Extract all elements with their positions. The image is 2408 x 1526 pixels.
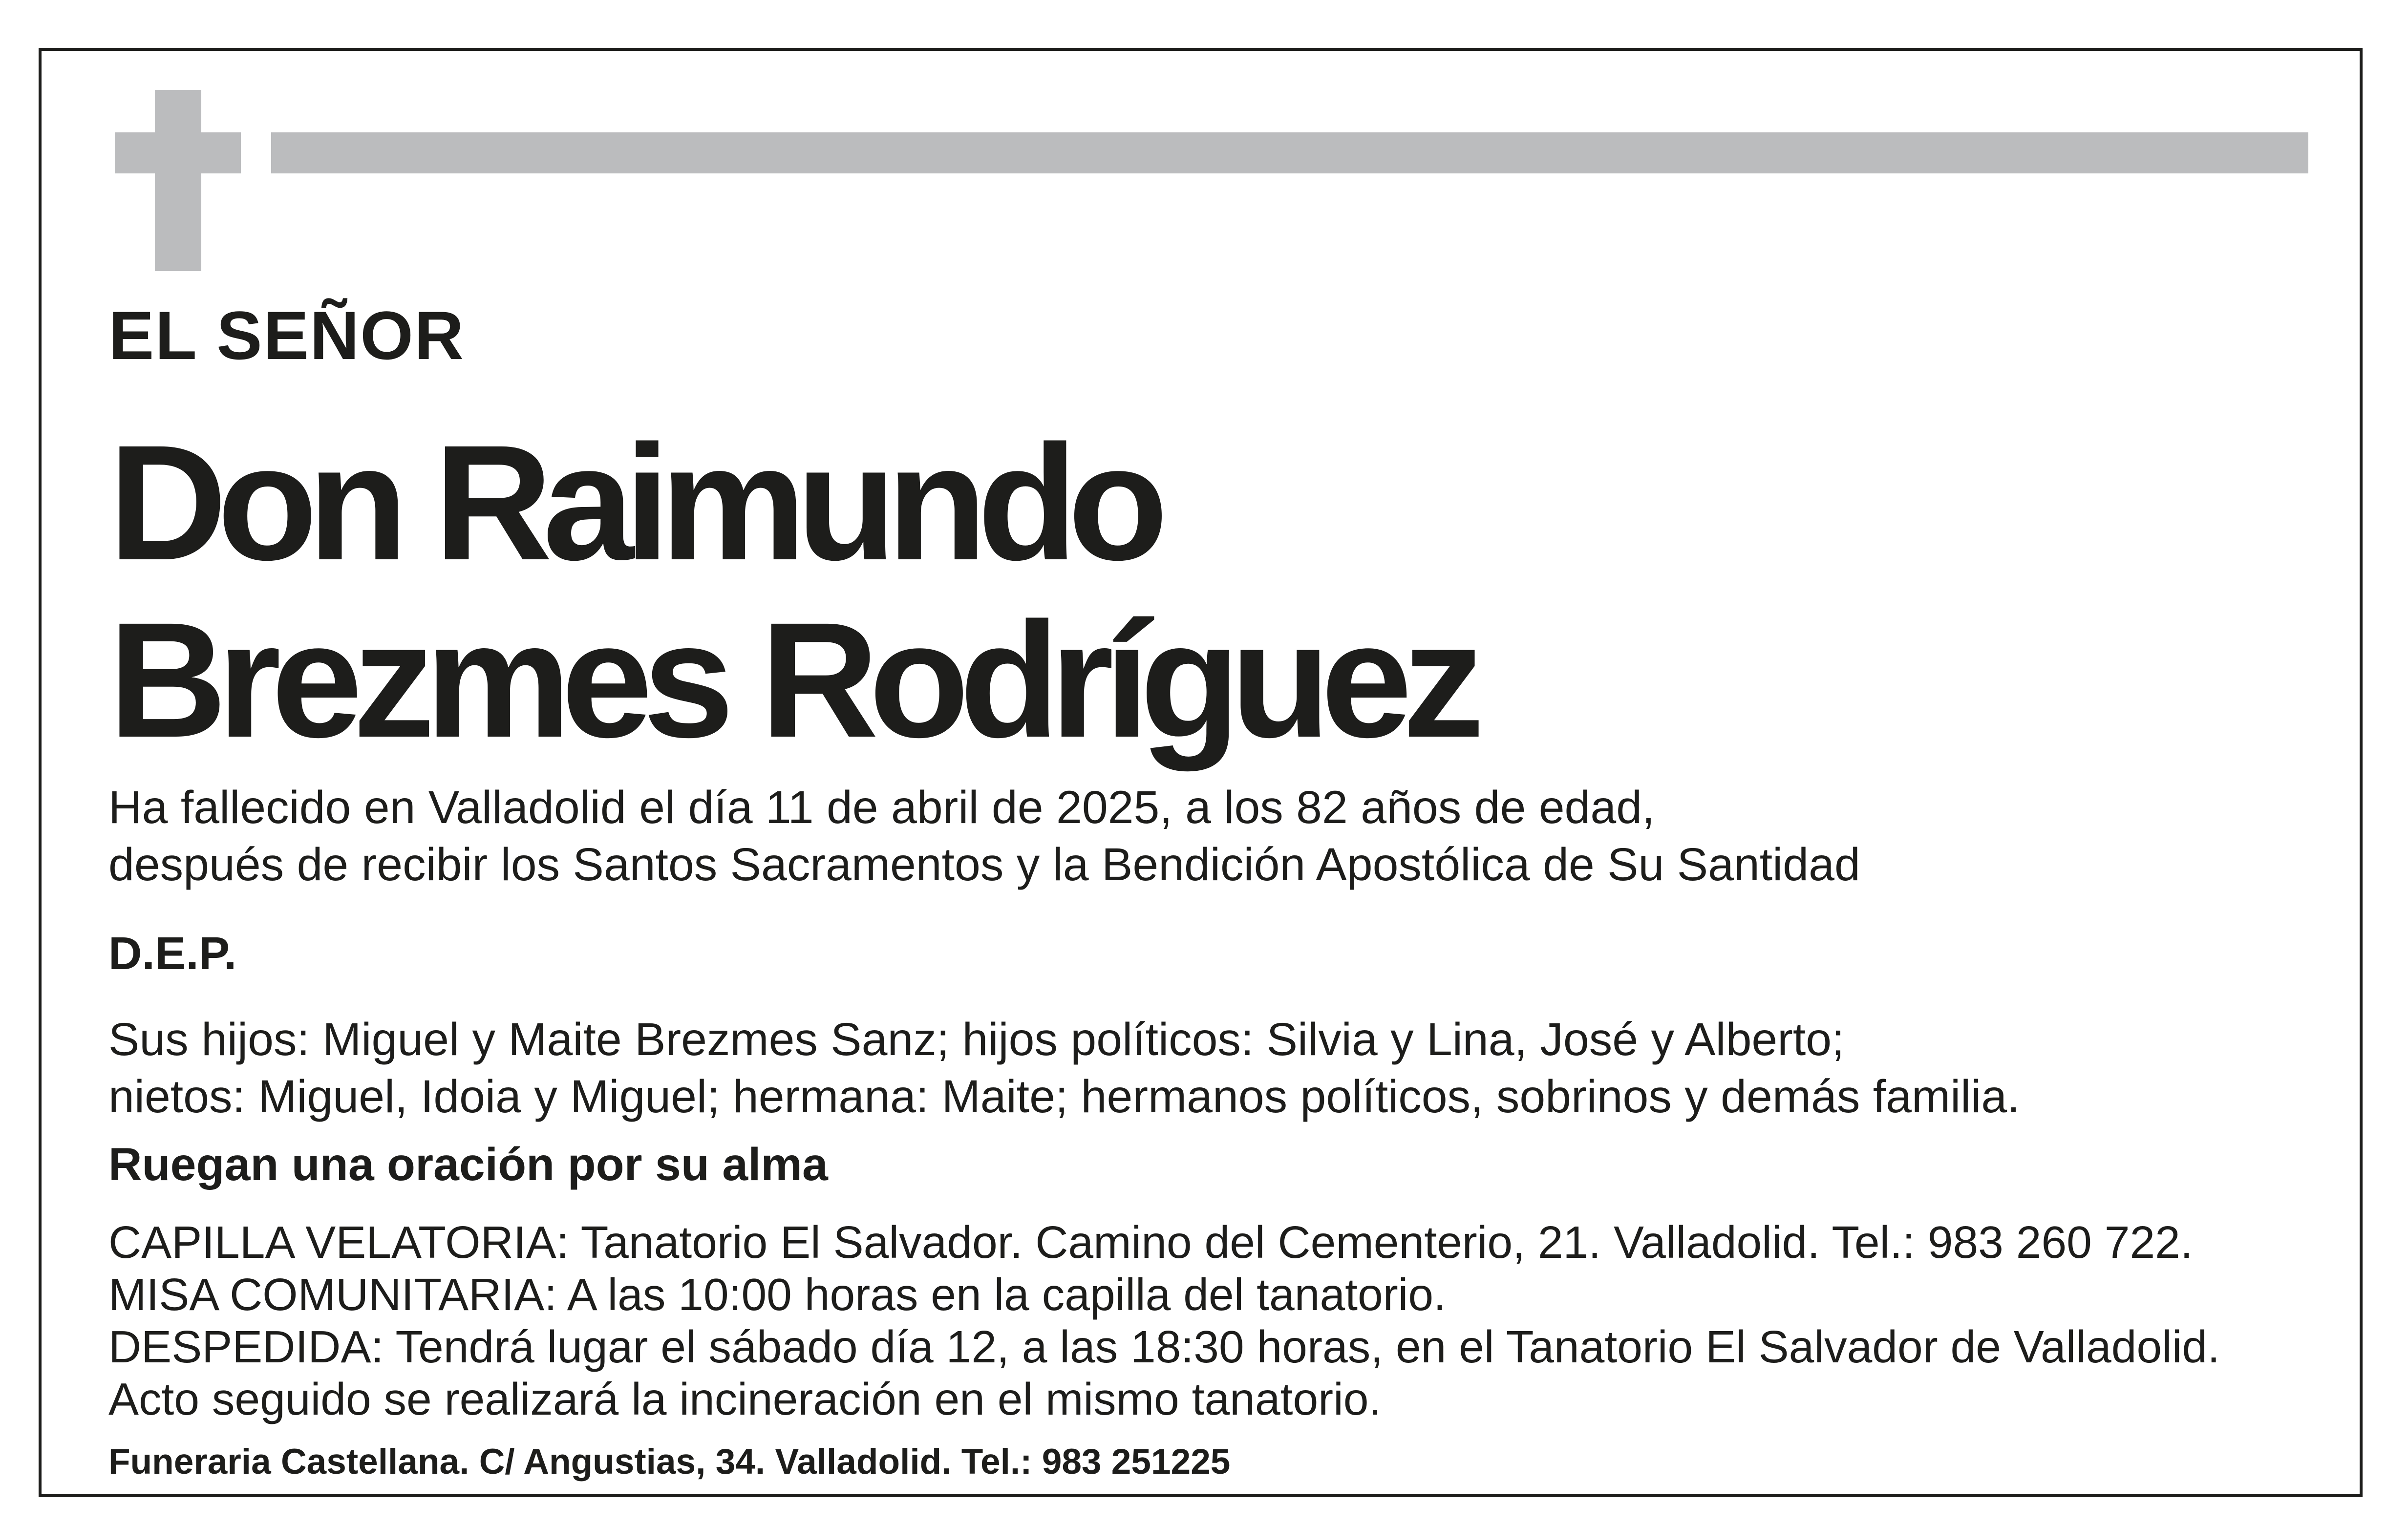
honorific-title: EL SEÑOR [108,297,465,374]
family-line: Sus hijos: Miguel y Maite Brezmes Sanz; hijos políticos: Silvia y Lina, José y Alberto; [108,1014,1845,1065]
arrangement-line: Acto seguido se realizará la incineración en el mismo tanatorio. [108,1374,1382,1424]
cross-icon-arm [115,132,241,173]
announcement-line: Ha fallecido en Valladolid el día 11 de abril de 2025, a los 82 años de edad, [108,782,1655,833]
family-line: nietos: Miguel, Idoia y Miguel; hermana: Maite; hermanos políticos, sobrinos y demás familia. [108,1071,2020,1123]
arrangement-line: DESPEDIDA: Tendrá lugar el sábado día 12, a las 18:30 horas, en el Tanatorio El Salvador de Valladolid. [108,1321,2220,1372]
family-list [108,1011,2020,1125]
death-announcement [108,779,1860,893]
funeral-home-footer: Funeraria Castellana. C/ Angustias, 34. Valladolid. Tel.: 983 251225 [108,1442,1231,1482]
dep-text: D.E.P. [108,928,237,979]
header-bar [271,132,2308,173]
deceased-name-line2: Brezmes Rodríguez [108,589,1475,772]
arrangements [108,1216,2220,1425]
arrangement-line: MISA COMUNITARIA: A las 10:00 horas en la capilla del tanatorio. [108,1269,1446,1320]
announcement-line: después de recibir los Santos Sacramentos y la Bendición Apostólica de Su Santidad [108,839,1860,890]
arrangement-line: CAPILLA VELATORIA: Tanatorio El Salvador. Camino del Cementerio, 21. Valladolid. Tel.: 983 260 722. [108,1217,2193,1268]
cross-icon [155,90,201,271]
deceased-name-line1: Don Raimundo [108,411,1159,594]
prayer-request: Ruegan una oración por su alma [108,1139,828,1190]
